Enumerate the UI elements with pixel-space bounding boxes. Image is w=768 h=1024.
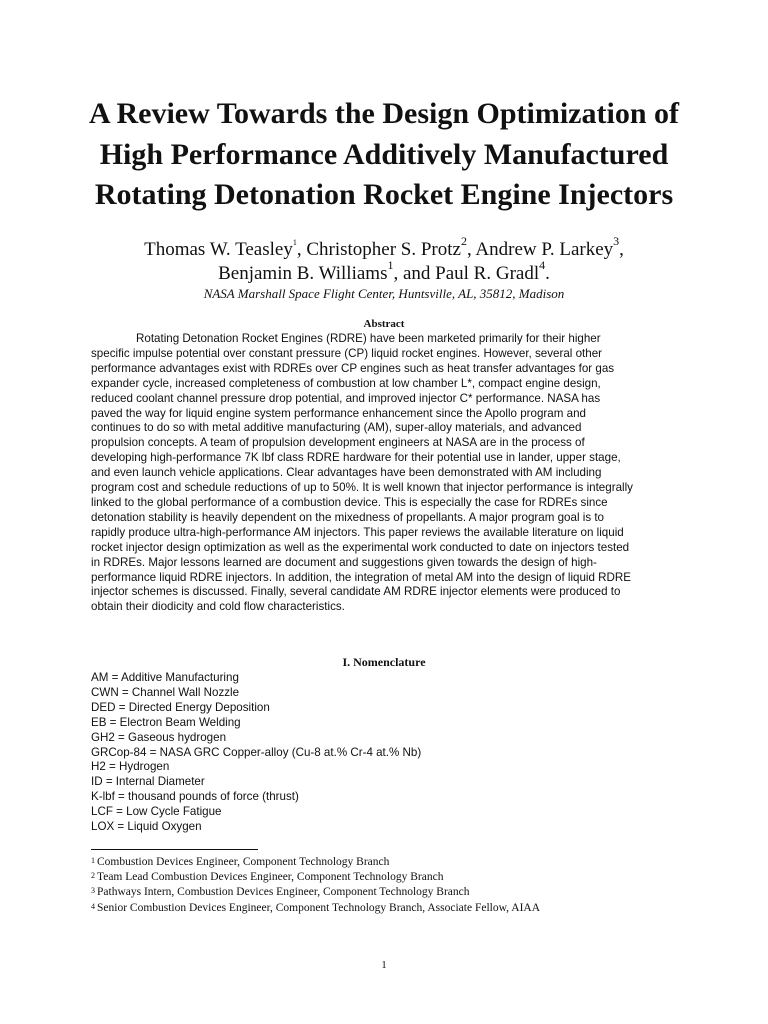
footnote-text: Senior Combustion Devices Engineer, Component Technology Branch, Associate Fellow, AIAA <box>97 901 541 914</box>
page-number: 1 <box>381 959 387 971</box>
author-name: Christopher S. Protz <box>306 239 461 260</box>
footnote <box>91 885 711 900</box>
footnote-text: Team Lead Combustion Devices Engineer, Component Technology Branch <box>97 871 444 884</box>
abstract-line: performance liquid RDRE injectors. In addition, the integration of metal AM into the design of liquid RDRE <box>91 570 632 584</box>
abstract-line: in RDREs. Major lessons learned are document and suggestions given towards the design of high- <box>91 555 597 569</box>
nomenclature-heading: I. Nomenclature <box>342 655 426 669</box>
author-affiliation-mark: 1 <box>387 258 394 272</box>
footnote-list <box>91 855 711 916</box>
paper-title: A Review Towards the Design Optimization of High Performance Additively Manufactured Rotating Detonation Rocket Engine Injectors <box>88 97 679 211</box>
abstract-line: obtain their diodicity and cold flow characteristics. <box>91 600 345 614</box>
nomenclature-item: H2 = Hydrogen <box>91 760 170 774</box>
abstract-line: injector schemes is discussed. Finally, several candidate AM RDRE injector elements were produced to <box>91 585 621 599</box>
author-affiliation-mark: 2 <box>460 234 467 248</box>
author-name: Thomas W. Teasley <box>144 239 293 260</box>
abstract-line: expander cycle, increased completeness of combustion at low chamber L*, compact engine design, <box>91 376 601 390</box>
abstract-line: Rotating Detonation Rocket Engines (RDRE) have been marketed primarily for their higher <box>136 332 601 345</box>
footnote <box>91 870 711 885</box>
abstract-line: reduced coolant channel pressure drop potential, and improved injector C* performance. NASA has <box>91 391 601 405</box>
footnote-mark: 2 <box>91 871 95 881</box>
author-line-1: Thomas W. Teasley$^1$, Christopher S. Protz$^2$, Andrew P. Larkey$^3$, <box>144 234 624 260</box>
nomenclature-item: DED = Directed Energy Deposition <box>91 700 270 714</box>
abstract-line: developing high-performance 7K lbf class RDRE hardware for their potential use in lander, upper stage, <box>91 451 621 465</box>
author-affiliation-mark: 1 <box>292 238 297 247</box>
abstract-line: propulsion concepts. A team of propulsion development engineers at NASA are in the process of <box>91 436 585 450</box>
footnote-text: Pathways Intern, Combustion Devices Engineer, Component Technology Branch <box>97 886 470 899</box>
abstract-heading: Abstract <box>363 318 405 330</box>
footnote-mark: 3 <box>91 886 95 896</box>
author-name: Benjamin B. Williams <box>218 263 388 284</box>
author-affiliation: NASA Marshall Space Flight Center, Huntsville, AL, 35812, Madison <box>203 286 565 301</box>
footnote <box>91 901 711 916</box>
footnote-mark: 1 <box>91 856 95 865</box>
abstract-line: program cost and schedule reductions of up to 50%. It is well known that injector performance is integrally <box>91 481 633 495</box>
nomenclature-item: K-lbf = thousand pounds of force (thrust) <box>91 790 299 804</box>
abstract-line: paved the way for liquid engine system performance enhancement since the Apollo program and <box>91 406 586 420</box>
abstract-line: linked to the global performance of a combustion device. This is especially the case for RDREs since <box>91 495 608 509</box>
nomenclature-item: AM = Additive Manufacturing <box>91 671 239 684</box>
author-line-2: Benjamin B. Williams$^1$, and Paul R. Gradl$^4$. <box>218 258 550 284</box>
nomenclature-item: EB = Electron Beam Welding <box>91 715 241 729</box>
author-name: Paul R. Gradl <box>435 263 540 284</box>
footnote-mark: 4 <box>91 901 95 911</box>
nomenclature-list <box>91 671 691 835</box>
abstract-line: rapidly produce ultra-high-performance AM injectors. This paper reviews the available literature on liquid <box>91 525 624 539</box>
nomenclature-item: LOX = Liquid Oxygen <box>91 820 202 834</box>
nomenclature-item: ID = Internal Diameter <box>91 775 205 789</box>
abstract-line: and even launch vehicle applications. Clear advantages have been demonstrated with AM including <box>91 466 602 480</box>
footnote-text: Combustion Devices Engineer, Component Technology Branch <box>97 856 390 868</box>
author-affiliation-mark: 4 <box>539 258 546 272</box>
abstract-line: rocket injector design optimization as well as the experimental work conducted to date on injectors tested <box>91 540 630 554</box>
nomenclature-item: LCF = Low Cycle Fatigue <box>91 805 222 819</box>
abstract-line: continues to do so with metal additive manufacturing (AM), super-alloy materials, and advanced <box>91 421 582 435</box>
nomenclature-item: CWN = Channel Wall Nozzle <box>91 685 240 699</box>
abstract-line: performance advantages exist with RDREs over CP engines such as heat transfer advantages for gas <box>91 361 615 375</box>
author-name: Andrew P. Larkey <box>475 239 614 260</box>
abstract-text <box>91 332 691 615</box>
nomenclature-item: GRCop-84 = NASA GRC Copper-alloy (Cu-8 at.% Cr-4 at.% Nb) <box>91 745 422 759</box>
abstract-line: detonation stability is heavily dependent on the mixedness of propellants. A major program goal is to <box>91 510 605 524</box>
author-list <box>60 234 708 286</box>
footnote-divider <box>91 849 258 850</box>
nomenclature-item: GH2 = Gaseous hydrogen <box>91 730 227 744</box>
abstract-line: specific impulse potential over constant pressure (CP) liquid rocket engines. However, several other <box>91 346 603 360</box>
author-affiliation-mark: 3 <box>613 234 620 248</box>
footnote <box>91 855 711 870</box>
